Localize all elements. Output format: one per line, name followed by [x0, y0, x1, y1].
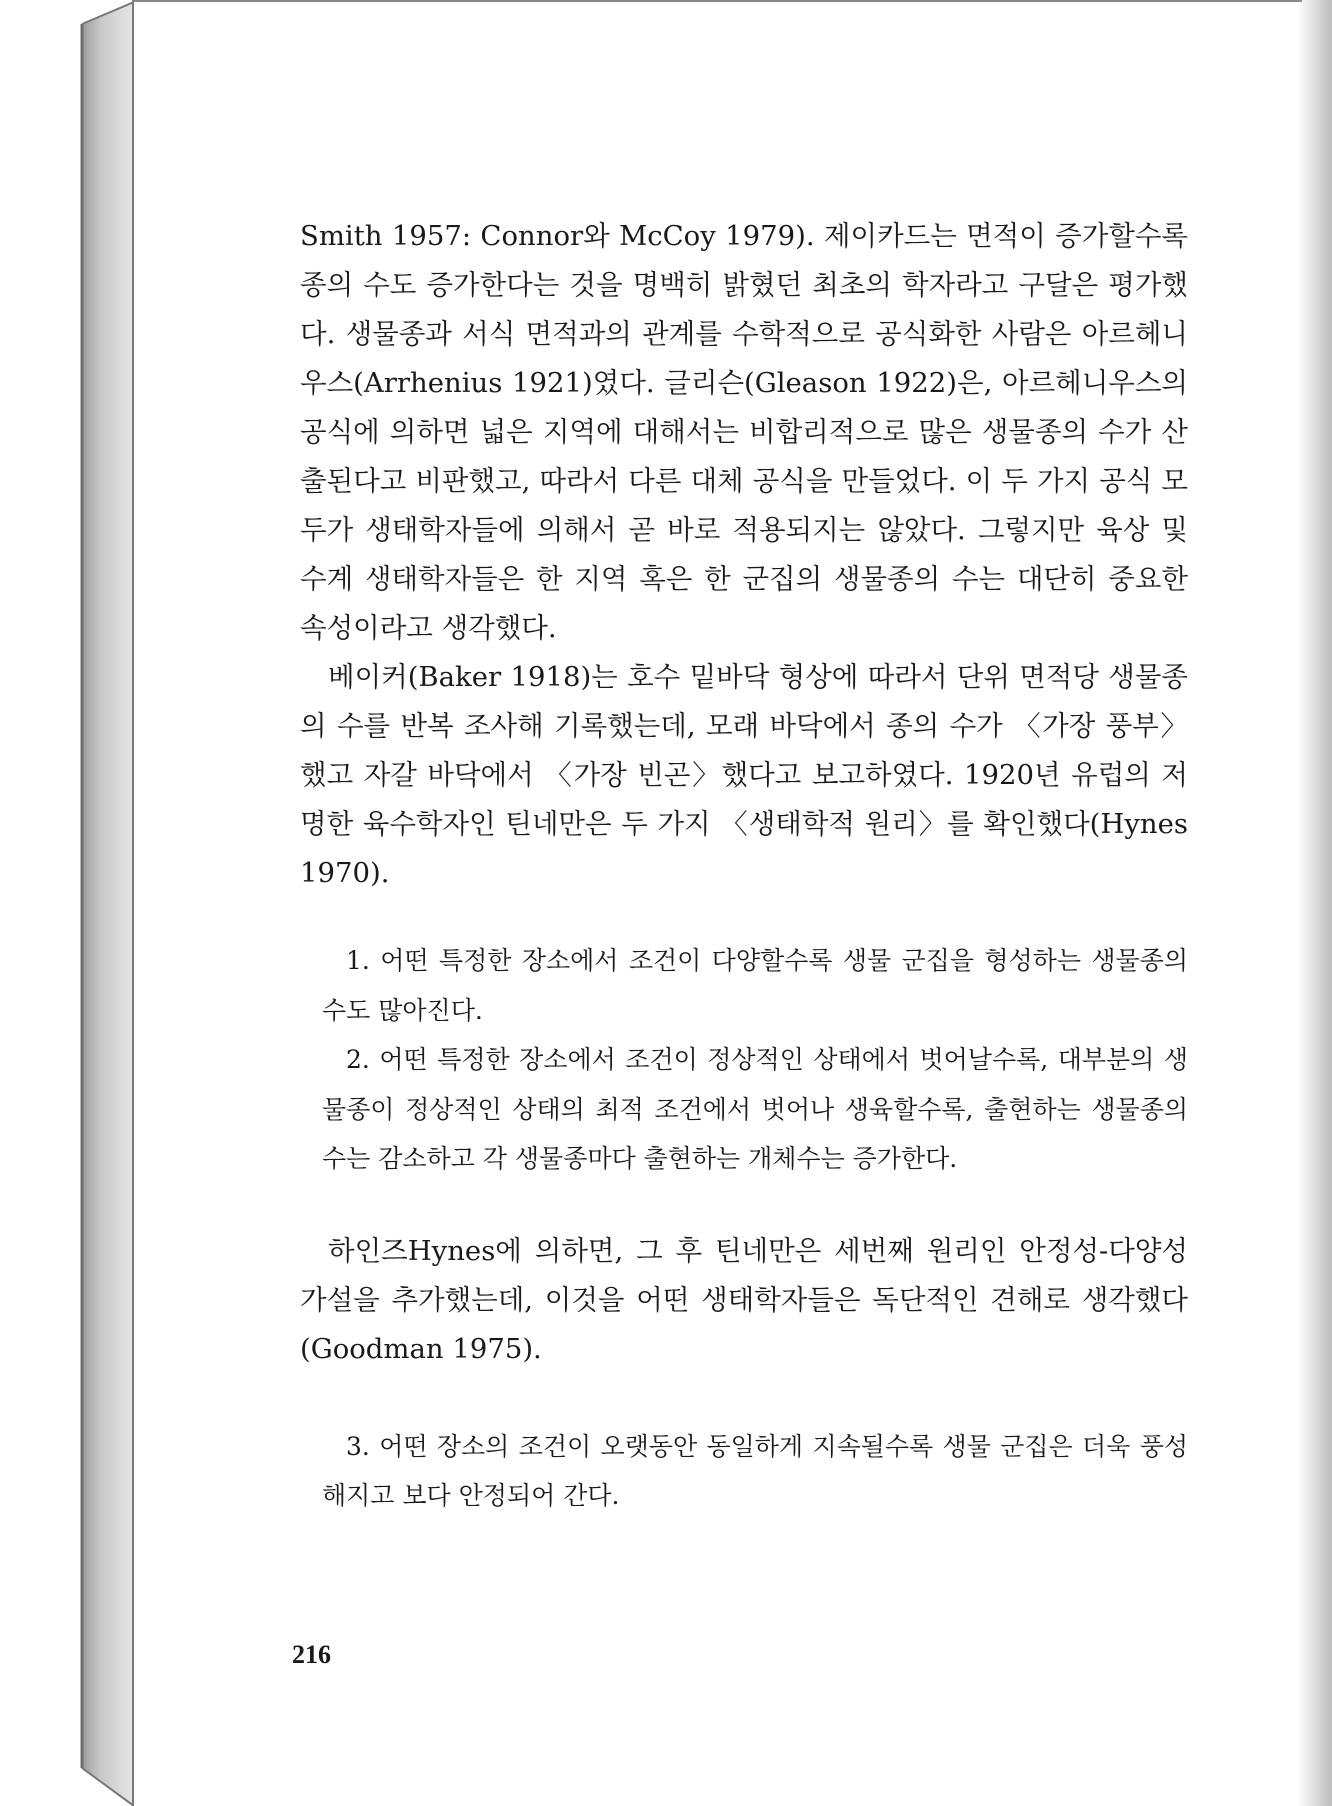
body-paragraph: 베이커(Baker 1918)는 호수 밑바닥 형상에 따라서 단위 면적당 생물종의 수를 반복 조사해 기록했는데, 모래 바닥에서 종의 수가 〈가장 풍부〉했고 자갈 바닥에서 〈가장 빈곤〉했다고 보고하였다. 1920년 유럽의 저명한 육수학자인 틴네만은 두 가지 〈생태학적 원리〉를 확인했다(Hynes 1970). — [300, 661, 1188, 889]
principle-item: 2. 어떤 특정한 장소에서 조건이 정상적인 상태에서 벗어날수록, 대부분의 생물종이 정상적인 상태의 최적 조건에서 벗어나 생육할수록, 출현하는 생물종의 수는 감소하고 각 생물종마다 출현하는 개체수는 증가한다. — [322, 1045, 1188, 1173]
book-page-edges — [0, 0, 140, 1806]
page-body — [300, 212, 1188, 1521]
body-paragraph: Smith 1957: Connor와 McCoy 1979). 제이카드는 면적이 증가할수록 종의 수도 증가한다는 것을 명백히 밝혔던 최초의 학자라고 구달은 평가했다. 생물종과 서식 면적과의 관계를 수학적으로 공식화한 사람은 아르헤니우스(Arrhenius 1921)였다. 글리슨(Gleason 1922)은, 아르헤니우스의 공식에 의하면 넓은 지역에 대해서는 비합리적으로 많은 생물종의 수가 산출된다고 비판했고, 따라서 다른 대체 공식을 만들었다. 이 두 가지 공식 모두가 생태학자들에 의해서 곧 바로 적용되지는 않았다. 그렇지만 육상 및 수계 생태학자들은 한 지역 혹은 한 군집의 생물종의 수는 대단히 중요한 속성이라고 생각했다. — [300, 220, 1189, 644]
principles-list — [322, 936, 1188, 1184]
principle-item: 1. 어떤 특정한 장소에서 조건이 다양할수록 생물 군집을 형성하는 생물종의 수도 많아진다. — [322, 946, 1188, 1025]
page-edge-shadow — [1298, 0, 1332, 1806]
body-paragraph: 하인즈Hynes에 의하면, 그 후 틴네만은 세번째 원리인 안정성-다양성 가설을 추가했는데, 이것을 어떤 생태학자들은 독단적인 견해로 생각했다(Goodman 1975). — [300, 1234, 1188, 1365]
principle-item: 3. 어떤 장소의 조건이 오랫동안 동일하게 지속될수록 생물 군집은 더욱 풍성해지고 보다 안정되어 간다. — [322, 1431, 1188, 1510]
page-number: 216 — [292, 1640, 331, 1669]
principles-list — [322, 1422, 1188, 1521]
